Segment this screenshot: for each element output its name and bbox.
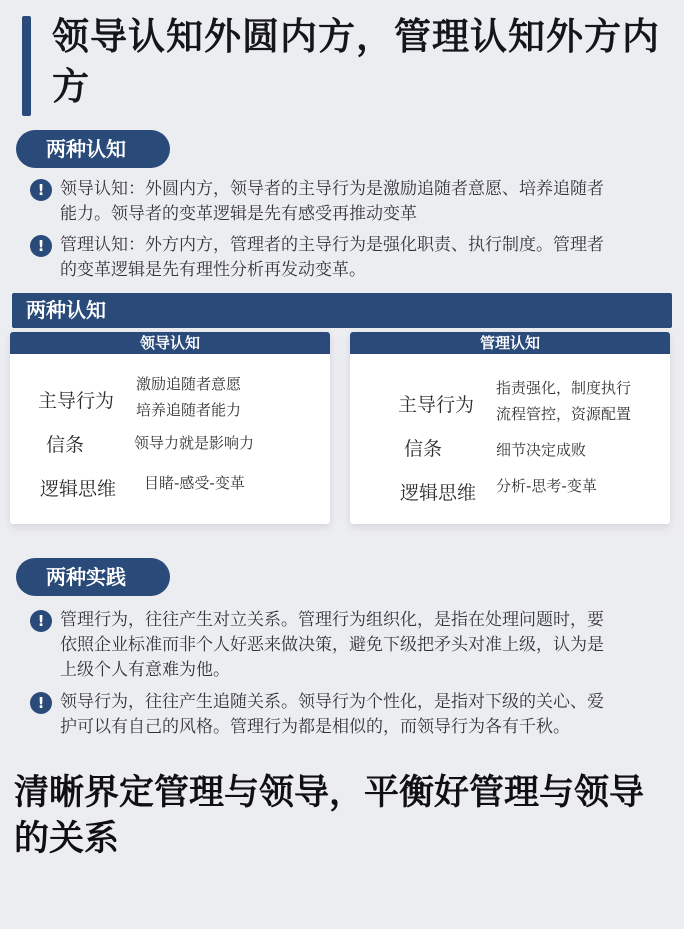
row-value: 激励追随者意愿	[136, 375, 242, 393]
row-value: 细节决定成败	[496, 441, 587, 459]
row-label: 逻辑思维	[40, 478, 117, 500]
conclusion-heading: 清晰界定管理与领导，平衡好管理与领导的关系	[14, 773, 645, 859]
exclamation-icon: !	[30, 610, 52, 632]
list-item-text: 管理行为，往往产生对立关系。管理行为组织化，是指在处理问题时，要依照企业标准而非个人好恶来做决策，避免下级把矛头对准上级，认为是上级个人有意难为他。	[60, 610, 604, 680]
band-label: 两种认知	[26, 298, 106, 322]
section-pill-practice: 两种实践	[16, 558, 170, 596]
row-value: 流程管控，资源配置	[496, 405, 632, 423]
list-item-text: 管理认知：外方内方，管理者的主导行为是强化职责、执行制度。管理者的变革逻辑是先有理性分析再发动变革。	[60, 235, 604, 280]
card-header: 领导认知	[10, 332, 330, 354]
exclamation-icon: !	[30, 692, 52, 714]
row-label: 逻辑思维	[400, 482, 477, 504]
row-value: 目睹-感受-变革	[144, 474, 245, 492]
exclamation-icon: !	[30, 235, 52, 257]
row-value: 分析-思考-变革	[496, 477, 597, 495]
page-title: 领导认知外圆内方，管理认知外方内方	[52, 15, 660, 108]
title-accent-bar	[22, 16, 31, 116]
row-label: 主导行为	[38, 390, 115, 412]
manager-card	[350, 332, 670, 524]
list-item-text: 领导行为，往往产生追随关系。领导行为个性化，是指对下级的关心、爱护可以有自己的风格。管理行为都是相似的，而领导行为各有千秋。	[60, 692, 604, 737]
row-label: 信条	[46, 434, 85, 456]
row-label: 主导行为	[398, 394, 475, 416]
list-item-text: 领导认知：外圆内方，领导者的主导行为是激励追随者意愿、培养追随者能力。领导者的变革逻辑是先有感受再推动变革	[60, 179, 604, 224]
row-value: 领导力就是影响力	[134, 434, 255, 452]
exclamation-icon: !	[30, 179, 52, 201]
leader-card	[10, 332, 330, 524]
row-label: 信条	[404, 438, 443, 460]
section-pill-cognition: 两种认知	[16, 130, 170, 168]
card-header: 管理认知	[350, 332, 670, 354]
comparison-band	[12, 293, 672, 328]
row-value: 培养追随者能力	[136, 401, 242, 419]
row-value: 指责强化，制度执行	[496, 379, 632, 397]
